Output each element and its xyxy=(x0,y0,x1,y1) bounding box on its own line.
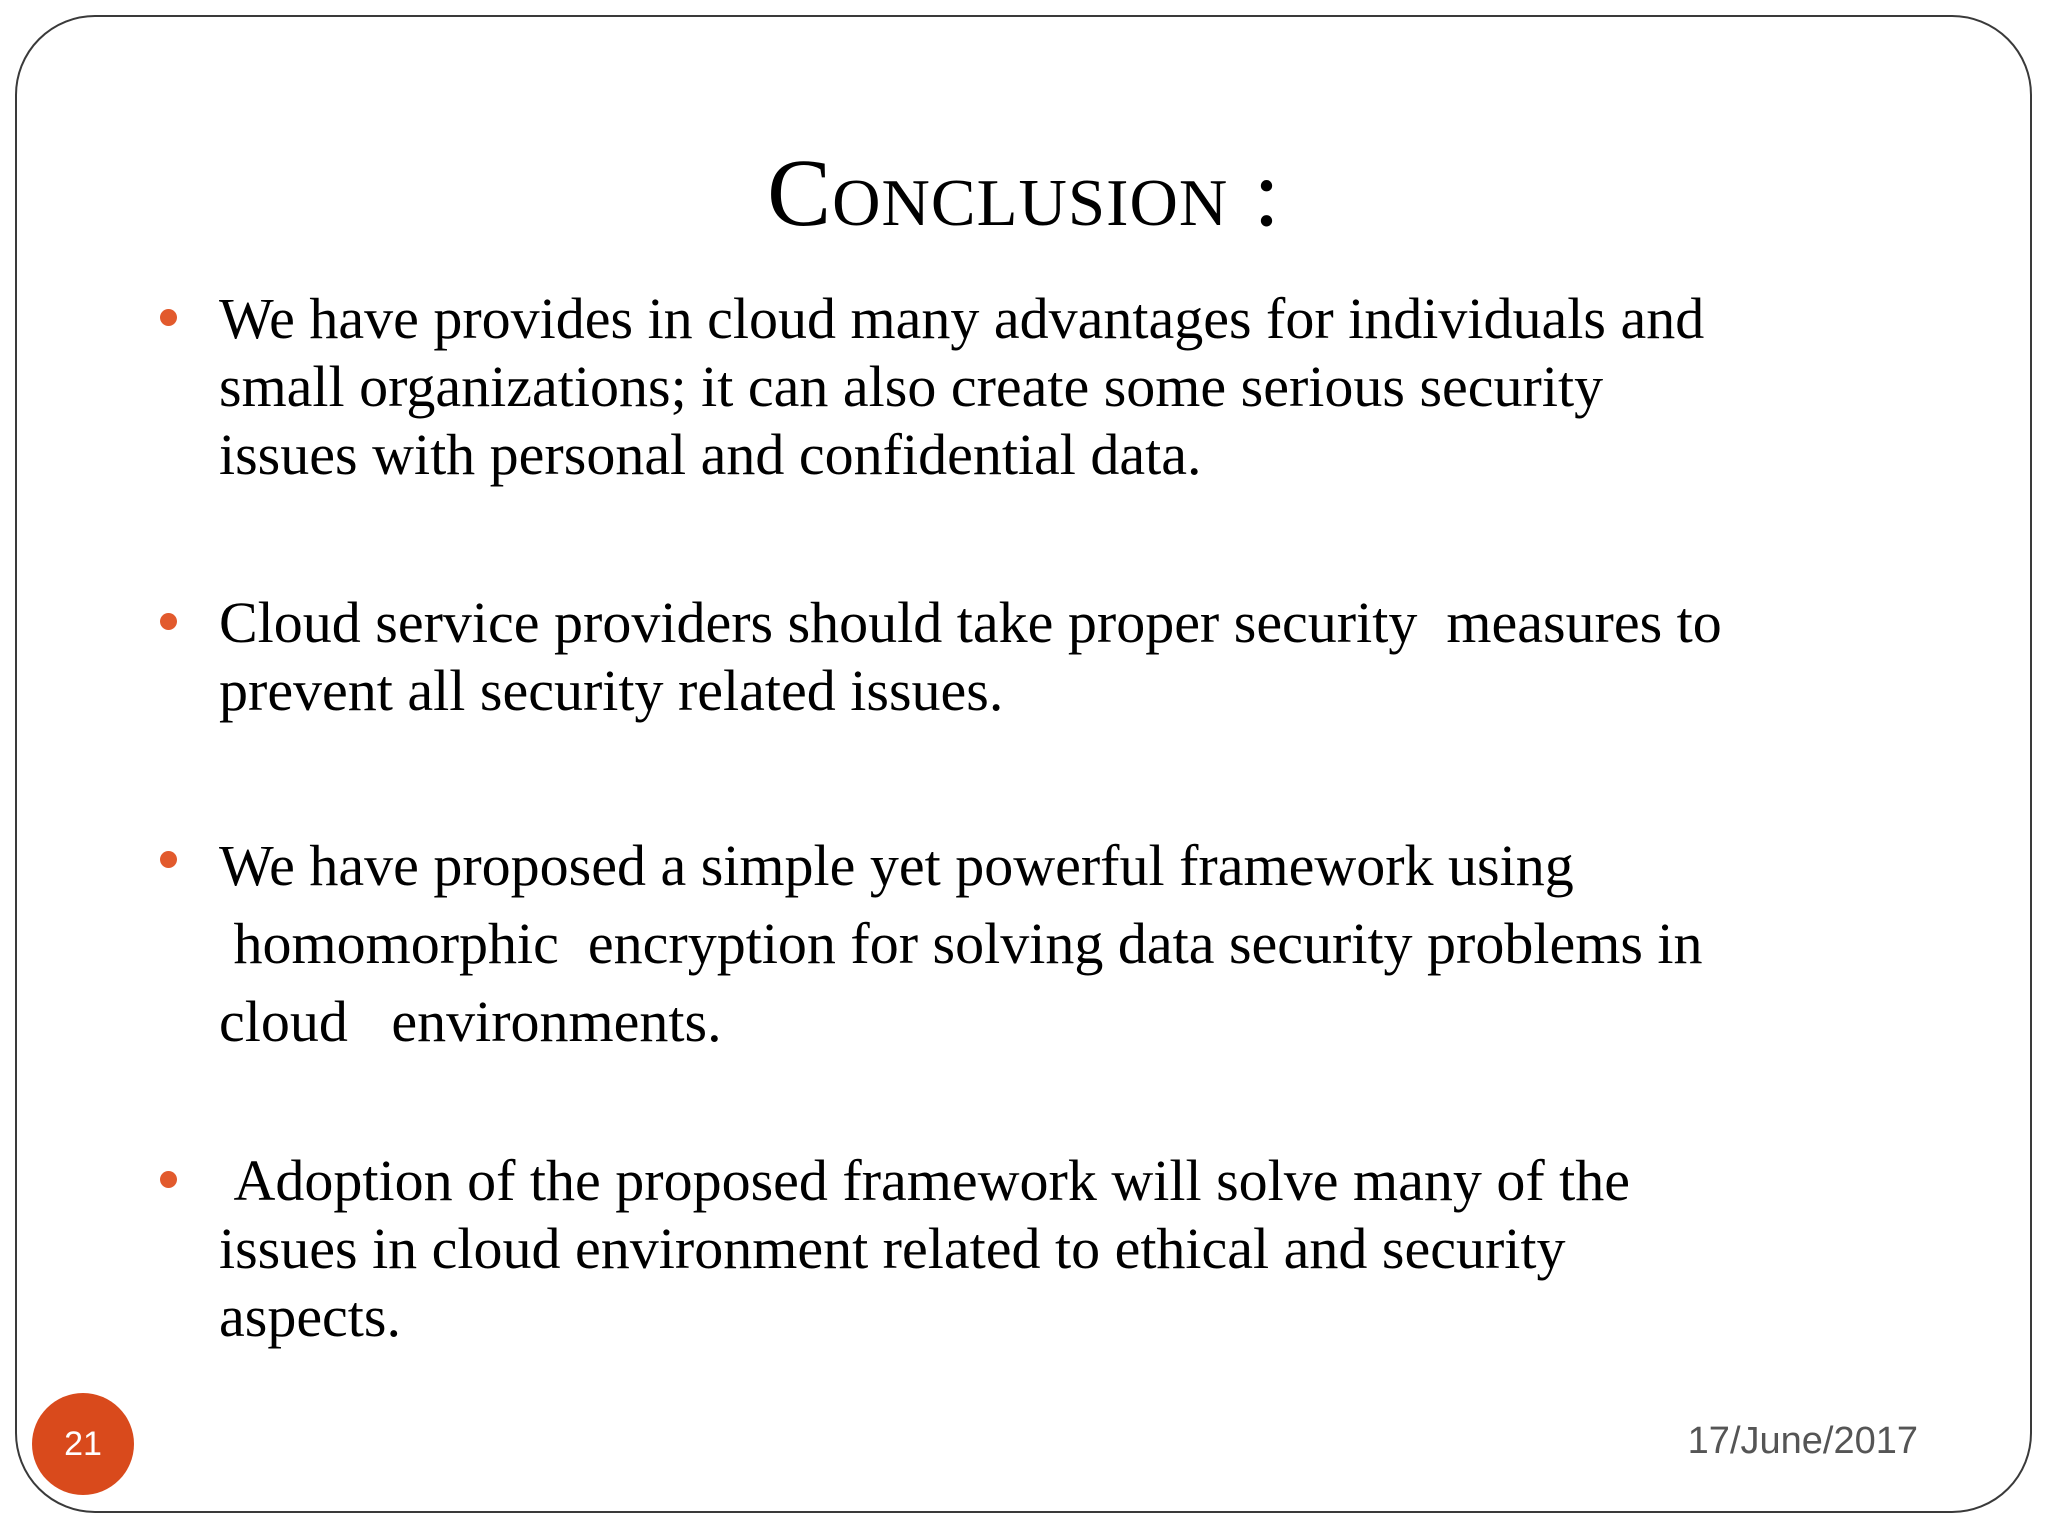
slide-date: 17/June/2017 xyxy=(1687,1420,1918,1462)
bullet-text: We have provides in cloud many advantages for individuals and small organizations; it can also create some serious security issues with personal and confidential data. xyxy=(219,286,1705,487)
bullet-dot-icon xyxy=(160,613,177,630)
bullet-dot-icon xyxy=(160,309,177,326)
page-number-badge: 21 xyxy=(32,1393,134,1495)
bullet-text: Adoption of the proposed framework will solve many of the issues in cloud environment related to ethical and security aspects. xyxy=(219,1148,1631,1349)
bullet-text: Cloud service providers should take proper security measures to prevent all security related issues. xyxy=(219,590,1722,723)
bullet-text: We have proposed a simple yet powerful framework using homomorphic encryption for solving data security problems in cloud environments. xyxy=(219,833,1703,1054)
bullet-dot-icon xyxy=(160,1171,177,1188)
bullet-dot-icon xyxy=(160,851,177,868)
slide-title: Conclusion : xyxy=(767,139,1281,246)
